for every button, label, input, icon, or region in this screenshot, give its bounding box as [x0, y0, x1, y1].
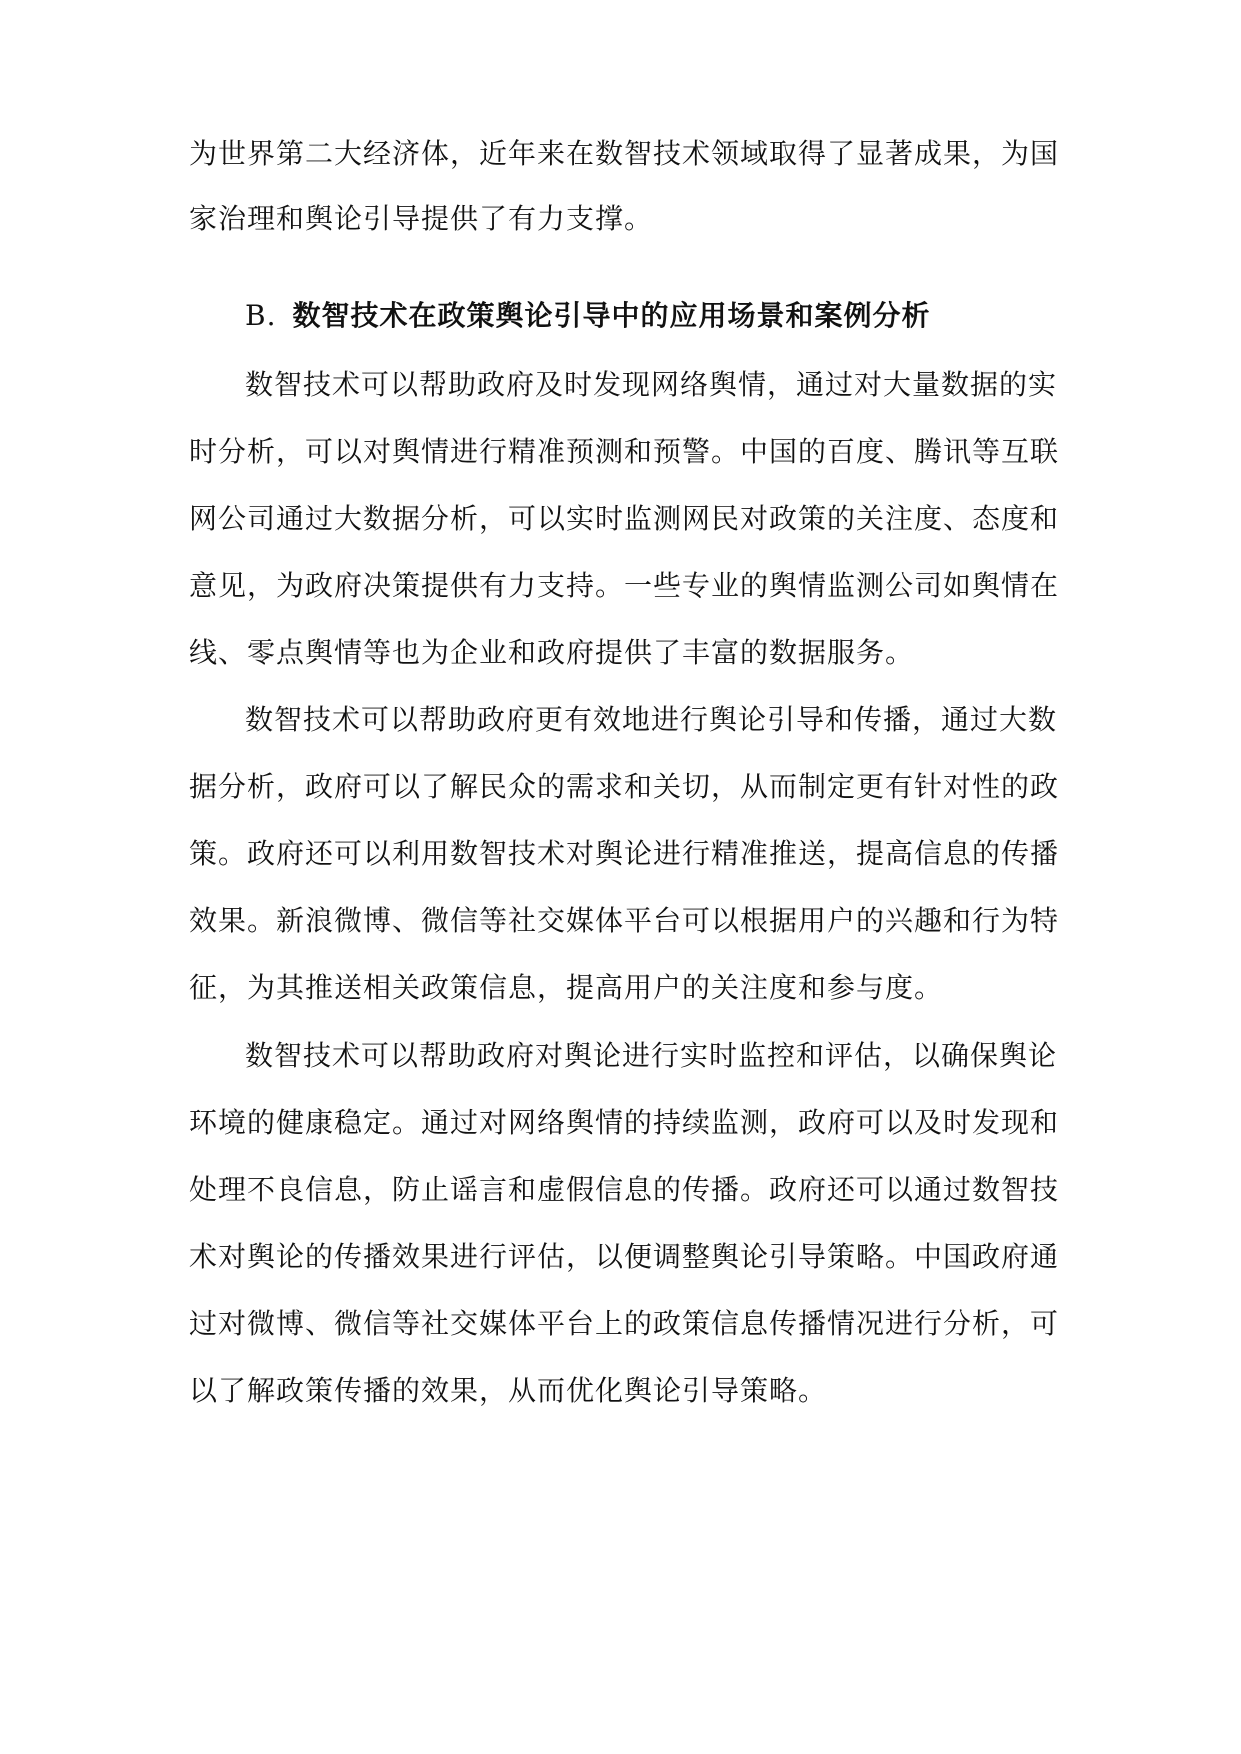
text-line: 家治理和舆论引导提供了有力支撑。: [189, 202, 654, 235]
paragraph-line: 数智技术可以帮助政府及时发现网络舆情，通过对大量数据的实: [245, 368, 1058, 401]
paragraph-line: 术对舆论的传播效果进行评估，以便调整舆论引导策略。中国政府通: [189, 1240, 1059, 1273]
paragraph-line: 以了解政策传播的效果，从而优化舆论引导策略。: [189, 1374, 828, 1407]
paragraph-line: 网公司通过大数据分析，可以实时监测网民对政策的关注度、态度和: [189, 502, 1059, 535]
paragraph-line: 效果。新浪微博、微信等社交媒体平台可以根据用户的兴趣和行为特: [189, 904, 1059, 937]
paragraph-line: 处理不良信息，防止谣言和虚假信息的传播。政府还可以通过数智技: [189, 1173, 1059, 1206]
section-heading: [245, 296, 1059, 336]
section-title: 数智技术在政策舆论引导中的应用场景和案例分析: [292, 299, 931, 332]
paragraph-line: 征，为其推送相关政策信息，提高用户的关注度和参与度。: [189, 971, 944, 1004]
section-marker: B.: [245, 299, 277, 332]
paragraph-line: 据分析，政府可以了解民众的需求和关切，从而制定更有针对性的政: [189, 770, 1059, 803]
text-line: 为世界第二大经济体，近年来在数智技术领域取得了显著成果，为国: [189, 137, 1059, 170]
paragraph-line: 时分析，可以对舆情进行精准预测和预警。中国的百度、腾讯等互联: [189, 435, 1059, 468]
paragraph-line: 环境的健康稳定。通过对网络舆情的持续监测，政府可以及时发现和: [189, 1106, 1059, 1139]
paragraph-line: 过对微博、微信等社交媒体平台上的政策信息传播情况进行分析，可: [189, 1307, 1059, 1340]
paragraph-line: 数智技术可以帮助政府对舆论进行实时监控和评估，以确保舆论: [245, 1039, 1058, 1072]
paragraph-line: 线、零点舆情等也为企业和政府提供了丰富的数据服务。: [189, 636, 915, 669]
paragraph-line: 策。政府还可以利用数智技术对舆论进行精准推送，提高信息的传播: [189, 837, 1059, 870]
paragraph-line: 意见，为政府决策提供有力支持。一些专业的舆情监测公司如舆情在: [189, 569, 1059, 602]
paragraph-line: 数智技术可以帮助政府更有效地进行舆论引导和传播，通过大数: [245, 703, 1058, 736]
